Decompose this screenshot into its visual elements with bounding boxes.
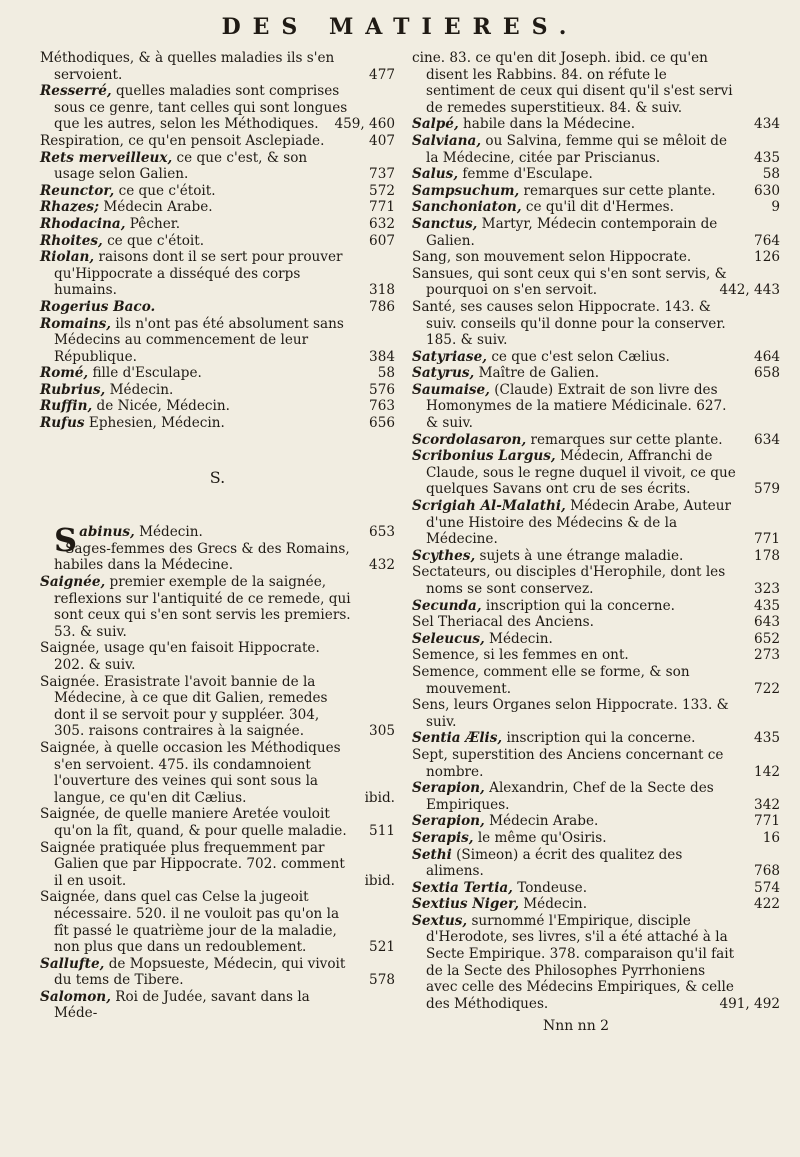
- entry-text: Saignée, à quelle occasion les Méthodiques s'en servoient. 475. ils condamnoient l'ouverture des veines qui sont sous la langue, ce qu'en dit Cælius.: [40, 739, 341, 806]
- index-entry: [40, 574, 395, 640]
- index-entry: [40, 233, 395, 250]
- index-entry: [412, 913, 780, 1013]
- entry-term: Sanctus,: [412, 215, 478, 232]
- entry-page: 342: [754, 796, 780, 813]
- entry-text: Médecin.: [109, 381, 174, 398]
- right-entry-list: [412, 50, 780, 1012]
- index-entry: [412, 548, 780, 565]
- entry-page: 658: [754, 365, 780, 382]
- entry-text: Sens, leurs Organes selon Hippocrate. 133. & suiv.: [412, 697, 729, 730]
- entry-page: 58: [377, 365, 395, 382]
- entry-text: Médecin.: [139, 524, 203, 541]
- index-entry: [40, 249, 395, 299]
- entry-text: surnommé l'Empirique, disciple d'Herodote, ses livres, s'il a été attaché à la Secte Empirique. 378. comparaison qu'il fait de la Secte des Philosophes Pyrrhoniens avec celle des Médecins Empiriques, & celle des Méthodiques.: [426, 912, 735, 1012]
- index-entry: [412, 614, 780, 631]
- index-entry: [412, 299, 780, 349]
- entry-page: 579: [754, 481, 780, 498]
- index-entry: [40, 316, 395, 366]
- entry-text: (Simeon) a écrit des qualitez des alimens.: [426, 846, 683, 880]
- index-entry: [412, 216, 780, 249]
- entry-page: 407: [369, 132, 395, 149]
- entry-text: ce qu'il dit d'Hermes.: [525, 199, 674, 216]
- entry-page: 521: [369, 939, 395, 956]
- entry-page: 572: [369, 182, 395, 199]
- entry-text: ce que c'étoit.: [118, 182, 216, 199]
- entry-text: Alexandrin, Chef de la Secte des Empiriques.: [426, 780, 714, 813]
- entry-term: Rubrius,: [40, 381, 106, 398]
- entry-term: Sentia Ælis,: [412, 730, 503, 747]
- entry-text: ce que c'est selon Cælius.: [491, 348, 670, 365]
- entry-page: 607: [369, 232, 395, 249]
- index-entry: [40, 740, 395, 806]
- index-entry: [40, 83, 395, 133]
- entry-page: 432: [369, 557, 395, 574]
- entry-page: 630: [754, 182, 780, 199]
- entry-page: 142: [754, 763, 780, 780]
- entry-term: Rhoites,: [40, 232, 103, 249]
- entry-page: 9: [771, 199, 780, 216]
- entry-page: 491, 492: [719, 995, 780, 1012]
- index-entry: [412, 598, 780, 615]
- entry-term: Saignée,: [40, 574, 106, 591]
- index-entry: [40, 989, 395, 1022]
- index-entry: [412, 747, 780, 780]
- entry-text: Médecin.: [489, 630, 553, 647]
- entry-page: 771: [369, 199, 395, 216]
- entry-page: 656: [369, 415, 395, 432]
- entry-text: Sept, superstition des Anciens concernant ce nombre.: [412, 746, 724, 780]
- entry-page: 384: [369, 348, 395, 365]
- entry-text: Pêcher.: [129, 215, 181, 232]
- entry-term: Ruffin,: [40, 398, 93, 415]
- page-header: DES MATIERES.: [221, 14, 579, 40]
- entry-term: Secunda,: [412, 597, 482, 614]
- entry-term: Sextius Niger,: [412, 896, 519, 913]
- entry-term: Rogerius Baco.: [40, 298, 156, 315]
- entry-page: 305: [369, 723, 395, 740]
- entry-page: 786: [369, 298, 395, 315]
- entry-term: Rhazes;: [40, 199, 100, 216]
- index-entry: [412, 199, 780, 216]
- index-entry: [40, 840, 395, 890]
- entry-term: Rhodacina,: [40, 215, 126, 232]
- entry-term: Resserré,: [40, 83, 112, 100]
- entry-page: 652: [754, 630, 780, 647]
- entry-text: de Nicée, Médecin.: [96, 398, 230, 415]
- entry-text: cine. 83. ce qu'en dit Joseph. ibid. ce qu'en disent les Rabbins. 84. on réfute le sentiment de ceux qui disent qu'il s'est servi de remedes superstitieux. 84. & suiv.: [412, 50, 733, 116]
- entry-text: Saignée pratiquée plus frequemment par Galien que par Hippocrate. 702. comment il en usoit.: [40, 839, 345, 889]
- entry-text: quelles maladies sont comprises sous ce genre, tant celles qui sont longues que les autres, selon les Méthodiques.: [54, 83, 348, 133]
- entry-text: Sang, son mouvement selon Hippocrate.: [412, 249, 692, 266]
- entry-page: 16: [762, 829, 780, 846]
- entry-text: ou Salvina, femme qui se mêloit de la Médecine, citée par Priscianus.: [426, 132, 728, 166]
- index-entry: [40, 150, 395, 183]
- index-entry: [412, 631, 780, 648]
- entry-page: 464: [754, 348, 780, 365]
- entry-text: Ephesien, Médecin.: [88, 415, 225, 432]
- letter-section-heading: S.: [209, 467, 226, 487]
- left-column: [40, 50, 395, 1022]
- entry-term: Sallufte,: [40, 955, 105, 972]
- entry-term: Romé,: [40, 365, 89, 382]
- entry-page: 273: [754, 647, 780, 664]
- entry-text: sujets à une étrange maladie.: [479, 547, 684, 564]
- index-entry: [412, 647, 780, 664]
- entry-page: 768: [754, 863, 780, 880]
- entry-text: Médecin.: [523, 896, 588, 913]
- entry-text: Médecin Arabe.: [103, 199, 213, 216]
- index-entry: [412, 432, 780, 449]
- entry-text: Roi de Judée, savant dans la Méde-: [54, 988, 310, 1022]
- entry-page: 634: [754, 431, 780, 448]
- entry-term: Serapion,: [412, 813, 485, 830]
- entry-term: Rufus: [40, 415, 85, 432]
- entry-page: 771: [754, 813, 780, 830]
- entry-term: Sanchoniaton,: [412, 199, 522, 216]
- entry-term: Saumaise,: [412, 381, 490, 398]
- index-entry: [412, 664, 780, 697]
- entry-text: Semence, comment elle se forme, & son mouvement.: [412, 663, 690, 697]
- index-entry: [412, 365, 780, 382]
- left-entry-list: [40, 50, 395, 432]
- entry-term: Reunctor,: [40, 182, 115, 199]
- entry-page: 477: [369, 66, 395, 83]
- index-entry: [412, 50, 780, 116]
- entry-text: Sansues, qui sont ceux qui s'en sont servis, & pourquoi on s'en servoit.: [412, 265, 727, 299]
- index-entry: [412, 448, 780, 498]
- index-entry: [40, 889, 395, 955]
- entry-page: 722: [754, 680, 780, 697]
- index-entry: [412, 249, 780, 266]
- index-entry: [40, 541, 395, 574]
- entry-page: 764: [754, 232, 780, 249]
- index-entry: [40, 199, 395, 216]
- index-entry: [412, 116, 780, 133]
- entry-term: Scrigiah Al-Malathi,: [412, 498, 566, 515]
- entry-term: Scribonius Largus,: [412, 448, 556, 465]
- entry-text: premier exemple de la saignée, reflexions sur l'antiquité de ce remede, qui sont ceux qui s'en sont servis les premiers. 53. & suiv.: [54, 574, 351, 640]
- entry-text: femme d'Esculape.: [462, 166, 593, 183]
- entry-page: 323: [754, 581, 780, 597]
- entry-text: le même qu'Osiris.: [477, 829, 607, 846]
- entry-text: habile dans la Médecine.: [463, 116, 636, 133]
- entry-text: inscription qui la concerne.: [485, 597, 675, 614]
- index-entry: [412, 780, 780, 813]
- entry-text: Semence, si les femmes en ont.: [412, 647, 629, 664]
- entry-term: Satyrus,: [412, 365, 475, 382]
- entry-text: Respiration, ce qu'en pensoit Asclepiade.: [40, 132, 325, 149]
- entry-page: 737: [369, 166, 395, 183]
- entry-term: Serapis,: [412, 829, 474, 846]
- entry-text: Martyr, Médecin contemporain de Galien.: [426, 215, 718, 249]
- entry-text: (Claude) Extrait de son livre des Homonymes de la matiere Médicinale. 627. & suiv.: [426, 381, 727, 432]
- index-entry: [40, 382, 395, 399]
- entry-term: Scordolasaron,: [412, 431, 527, 448]
- entry-text: Saignée, dans quel cas Celse la jugeoit nécessaire. 520. il ne vouloit pas qu'on la fît passé le quatrième jour de la maladie, non plus que dans un redoublement.: [40, 889, 340, 956]
- entry-term: Salviana,: [412, 132, 482, 149]
- entry-term: Salomon,: [40, 988, 111, 1005]
- entry-text: Médecin Arabe.: [489, 813, 599, 830]
- entry-page: 511: [369, 822, 395, 839]
- index-entry: [412, 166, 780, 183]
- index-entry: [412, 880, 780, 897]
- entry-page: 318: [369, 282, 395, 299]
- entry-text: raisons dont il se sert pour prouver qu'Hippocrate a disséqué des corps humains.: [54, 249, 343, 299]
- index-entry: [412, 896, 780, 913]
- entry-page: 58: [762, 166, 780, 183]
- index-entry: [40, 216, 395, 233]
- entry-text: remarques sur cette plante.: [530, 431, 723, 448]
- index-entry: [412, 697, 780, 730]
- index-entry: [40, 415, 395, 432]
- entry-page: 435: [754, 597, 780, 614]
- entry-text: Tondeuse.: [517, 879, 588, 896]
- entry-term: Sextus,: [412, 912, 468, 929]
- left-entry-list-s: [40, 541, 395, 1022]
- index-entry: [412, 830, 780, 847]
- entry-text: Saignée, de quelle maniere Aretée vouloit qu'on la fît, quand, & pour quelle maladie.: [40, 806, 347, 839]
- index-entry: [40, 299, 395, 316]
- index-entry: [412, 183, 780, 200]
- entry-term: Satyriase,: [412, 348, 487, 365]
- entry-term: Seleucus,: [412, 630, 485, 647]
- entry-term: Salus,: [412, 166, 459, 183]
- index-entry: [412, 847, 780, 880]
- right-column: [412, 50, 780, 1035]
- entry-text: ils n'ont pas été absolument sans Médecins au commencement de leur République.: [54, 315, 344, 365]
- entry-page: 126: [754, 249, 780, 266]
- index-entry: [412, 266, 780, 299]
- entry-term: Rets merveilleux,: [40, 149, 173, 166]
- entry-term: Sampsuchum,: [412, 182, 520, 199]
- entry-page: 578: [369, 972, 395, 989]
- entry-page: 442, 443: [719, 282, 780, 299]
- entry-term: Sextia Tertia,: [412, 879, 513, 896]
- entry-page: 771: [754, 531, 780, 548]
- entry-text: Santé, ses causes selon Hippocrate. 143. & suiv. conseils qu'il donne pour la conserver. 185. & suiv.: [412, 298, 726, 349]
- index-entry: [40, 365, 395, 382]
- entry-text: Saignée, usage qu'en faisoit Hippocrate. 202. & suiv.: [40, 640, 320, 673]
- entry-page: 574: [754, 879, 780, 896]
- entry-page: 435: [754, 730, 780, 747]
- index-entry: [40, 398, 395, 415]
- entry-page: ibid.: [364, 872, 395, 889]
- entry-page: ibid.: [364, 789, 395, 806]
- index-entry: [40, 806, 395, 839]
- entry-text: Médecin, Affranchi de Claude, sous le regne duquel il vivoit, ce que quelques Savans ont cru de ses écrits.: [426, 448, 736, 498]
- index-entry: [40, 956, 395, 989]
- index-entry: [412, 498, 780, 548]
- entry-term: Romains,: [40, 315, 111, 332]
- entry-page: 763: [369, 398, 395, 415]
- entry-text: de Mopsueste, Médecin, qui vivoit du tems de Tibere.: [54, 955, 346, 989]
- entry-text: ce que c'est, & son usage selon Galien.: [54, 149, 308, 183]
- entry-term: Sethi: [412, 846, 452, 863]
- entry-term: Serapion,: [412, 780, 485, 797]
- index-entry: [412, 813, 780, 830]
- entry-text: Méthodiques, & à quelles maladies ils s'en servoient.: [40, 50, 335, 83]
- index-entry: [412, 564, 780, 597]
- index-entry: [412, 133, 780, 166]
- index-entry: [40, 50, 395, 83]
- entry-page: 459, 460: [334, 116, 395, 133]
- entry-page: 435: [754, 149, 780, 166]
- entry-page: 653: [369, 524, 395, 541]
- entry-page: 434: [754, 116, 780, 133]
- entry-text: ce que c'étoit.: [107, 232, 205, 249]
- entry-text: Sectateurs, ou disciples d'Herophile, dont les noms se sont conservez.: [412, 564, 726, 597]
- entry-text: Maître de Galien.: [478, 365, 600, 382]
- entry-text: Sages-femmes des Grecs & des Romains, habiles dans la Médecine.: [54, 540, 350, 574]
- entry-page: 422: [754, 896, 780, 913]
- index-entry: [412, 730, 780, 747]
- entry-text: Saignée. Erasistrate l'avoit bannie de la Médecine, à ce que dit Galien, remedes dont il se servoit pour y suppléer. 304, 305. raisons contraires à la saignée.: [40, 673, 328, 740]
- entry-page: 178: [754, 547, 780, 564]
- drop-cap: S: [54, 521, 78, 560]
- index-entry: [40, 183, 395, 200]
- index-entry: [412, 382, 780, 432]
- index-entry: [412, 349, 780, 366]
- entry-text: inscription qui la concerne.: [506, 730, 696, 747]
- entry-text: fille d'Esculape.: [92, 365, 202, 382]
- index-entry: [40, 640, 395, 673]
- entry-text: Sel Theriacal des Anciens.: [412, 614, 594, 631]
- entry-term: Riolan,: [40, 249, 95, 266]
- entry-page: 643: [754, 614, 780, 631]
- index-entry: [40, 133, 395, 150]
- entry-page: 576: [369, 381, 395, 398]
- signature-mark: Nnn nn 2: [542, 1018, 610, 1035]
- index-entry: [40, 674, 395, 740]
- entry-term: Salpé,: [412, 116, 459, 133]
- entry-page: 632: [369, 215, 395, 232]
- entry-text: Médecin Arabe, Auteur d'une Histoire des Médecins & de la Médecine.: [426, 498, 731, 548]
- entry-term: abinus,: [79, 524, 135, 541]
- entry-term: Scythes,: [412, 547, 476, 564]
- entry-text: remarques sur cette plante.: [523, 182, 716, 199]
